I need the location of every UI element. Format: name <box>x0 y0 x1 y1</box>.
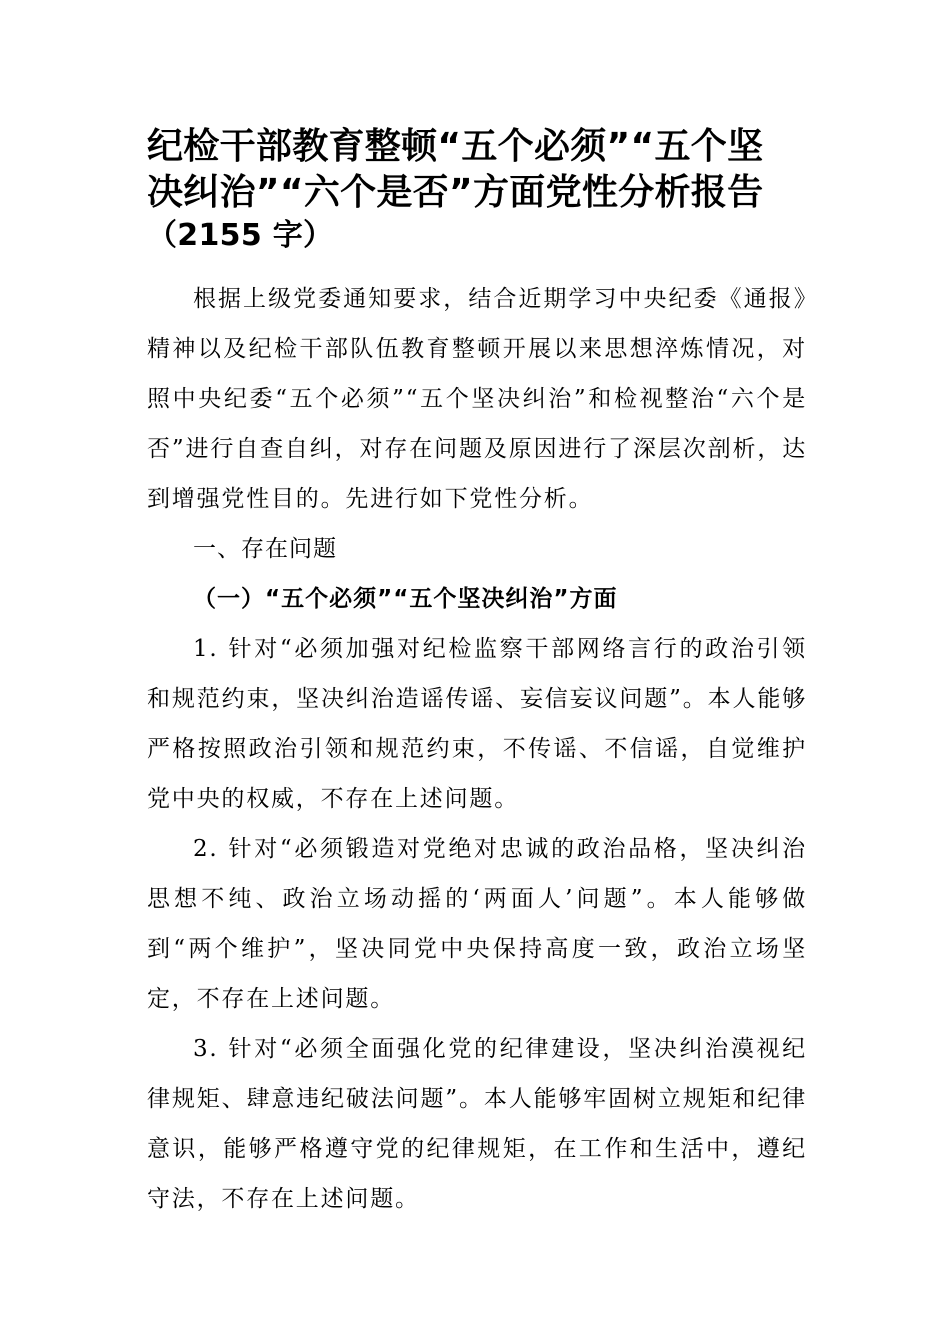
document-title <box>147 124 807 256</box>
item-paragraph-1: 1. 针对“必须加强对纪检监察干部网络言行的政治引领和规范约束，坚决纠治造谣传谣、妄信妄议问题”。本人能够严格按照政治引领和规范约束，不传谣、不信谣，自觉维护党中央的权威，不存在上述问题。 <box>147 636 807 812</box>
title-line-2: 决纠治”“六个是否”方面党性分析报告 <box>147 172 764 213</box>
subsection-heading-five-musts: （一）“五个必须”“五个坚决纠治”方面 <box>193 586 618 612</box>
section-heading-problems: 一、存在问题 <box>193 536 337 562</box>
document-page <box>147 124 807 1224</box>
title-word-count: （2155 字） <box>147 218 334 253</box>
item-paragraph-2: 2. 针对“必须锻造对党绝对忠诚的政治品格，坚决纠治思想不纯、政治立场动摇的‘两面人’问题”。本人能够做到“两个维护”，坚决同党中央保持高度一致，政治立场坚定，不存在上述问题。 <box>147 836 807 1012</box>
intro-paragraph: 根据上级党委通知要求，结合近期学习中央纪委《通报》精神以及纪检干部队伍教育整顿开展以来思想淬炼情况，对照中央纪委“五个必须”“五个坚决纠治”和检视整治“六个是否”进行自查自纠，对存在问题及原因进行了深层次剖析，达到增强党性目的。先进行如下党性分析。 <box>147 286 807 512</box>
item-paragraph-3: 3. 针对“必须全面强化党的纪律建设，坚决纠治漠视纪律规矩、肆意违纪破法问题”。本人能够牢固树立规矩和纪律意识，能够严格遵守党的纪律规矩，在工作和生活中，遵纪守法，不存在上述问题。 <box>147 1036 807 1212</box>
title-line-1: 纪检干部教育整顿“五个必须”“五个坚 <box>147 126 764 167</box>
